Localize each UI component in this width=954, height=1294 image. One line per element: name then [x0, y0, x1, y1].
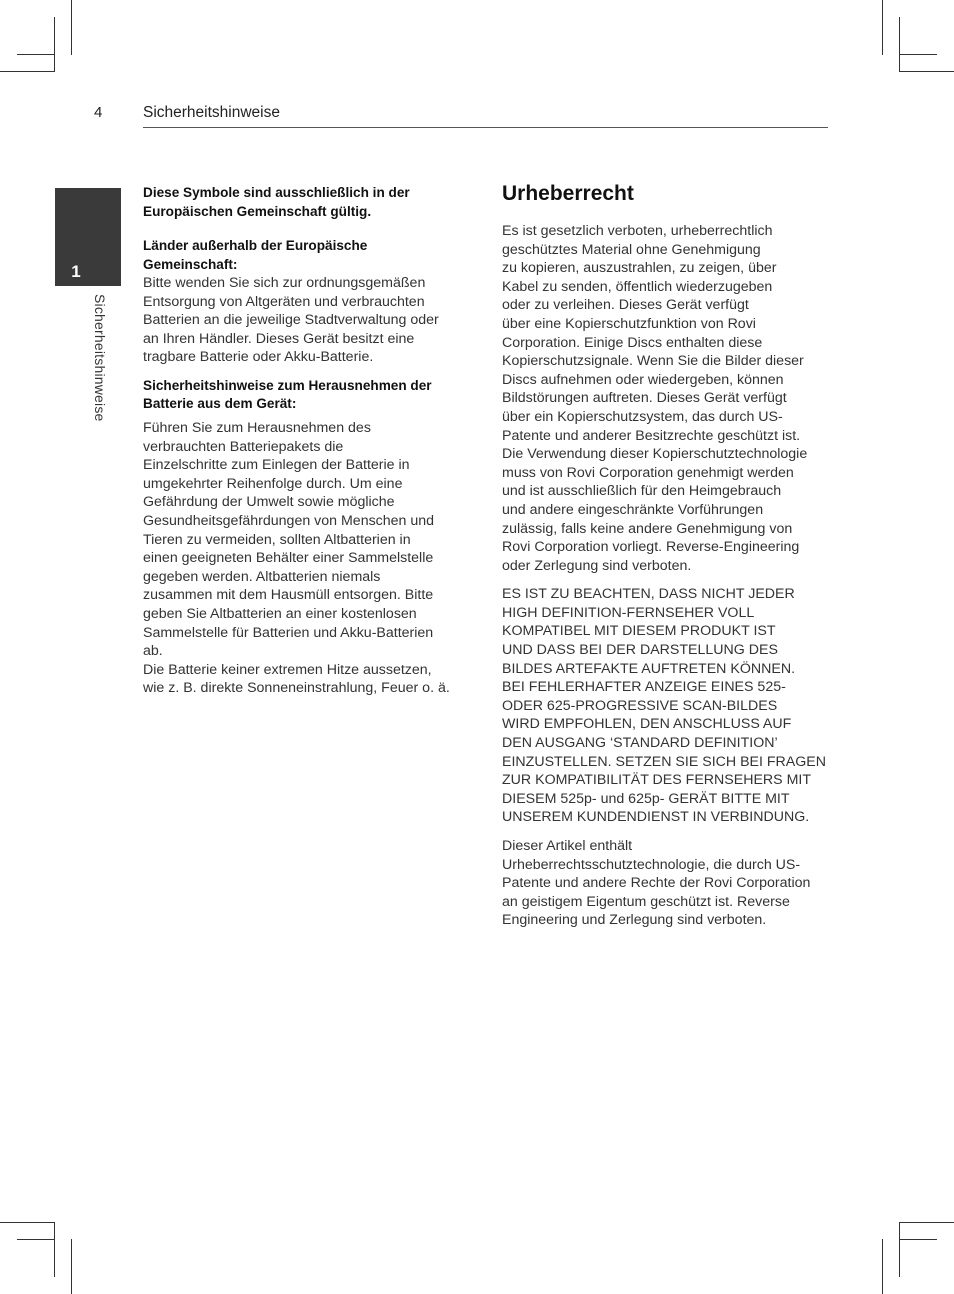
crop-mark [899, 1222, 954, 1223]
symbol-notice-heading: Diese Symbole sind ausschließlich in der Europäischen Gemeinschaft gültig. [143, 185, 410, 219]
battery-removal-text: Führen Sie zum Herausnehmen des verbrauchten Batteriepakets die Einzelschritte zum Einlegen der Batterie in umgekehrter Reihenfolge durch. Um eine Gefährdung der Umwelt sowie mögliche Gesundheitsgefährdungen von Menschen und Tieren zu vermeiden, sollten Altbatterien in einen geeigneten Behälter einer Sammelstelle gegeben werden. Altbatterien niemals zusammen mit dem Hausmüll entsorgen. Bitte geben Sie Altbatterien an einer kostenlosen Sammelstelle für Batterien und Akku-Batterien ab. Die Batterie keiner extremen Hitze aussetzen, wie z. B. direkte Sonneneinstrahlung, Feuer o. ä. [143, 419, 450, 697]
header-rule [143, 127, 828, 128]
crop-mark [899, 1239, 937, 1240]
crop-mark [882, 1239, 883, 1294]
crop-mark [71, 1239, 72, 1294]
crop-mark [54, 1222, 55, 1277]
page-number: 4 [94, 104, 103, 121]
crop-mark [54, 17, 55, 72]
crop-mark [882, 0, 883, 55]
running-title: Sicherheitshinweise [143, 104, 280, 121]
crop-mark [899, 1222, 900, 1277]
crop-mark [0, 1222, 55, 1223]
chapter-tab [55, 188, 121, 286]
crop-mark [71, 0, 72, 55]
section-title: Urheberrecht [502, 182, 634, 205]
crop-mark [899, 17, 900, 72]
crop-mark [899, 71, 954, 72]
hdtv-notice-paragraph: ES IST ZU BEACHTEN, DASS NICHT JEDER HIGH DEFINITION-FERNSEHER VOLL KOMPATIBEL MIT DIESEM PRODUKT IST UND DASS BEI DER DARSTELLUNG DES BILDES ARTEFAKTE AUFTRETEN KÖNNEN. BEI FEHLERHAFTER ANZEIGE EINES 525- ODER 625-PROGRESSIVE SCAN-BILDES WIRD EMPFOHLEN, DEN ANSCHLUSS AUF DEN AUSGANG ‘STANDARD DEFINITION’ EINZUSTELLEN. SETZEN SIE SICH BEI FRAGEN ZUR KOMPATIBILITÄT DES FERNSEHERS MIT DIESEM 525p- und 625p- GERÄT BITTE MIT UNSEREM KUNDENDIENST IN VERBINDUNG. [502, 586, 827, 826]
rovi-notice-paragraph: Dieser Artikel enthält Urheberrechtsschutztechnologie, die durch US- Patente und andere Rechte der Rovi Corporation an geistigem Eigentum geschützt ist. Reverse Engineering und Zerlegung sind verboten. [502, 838, 811, 929]
non-eu-text: Bitte wenden Sie sich zur ordnungsgemäßen Entsorgung von Altgeräten und verbrauchten Batterien an die jeweilige Stadtverwaltung oder an Ihren Händler. Dieses Gerät besitzt eine tragbare Batterie oder Akku-Batterie. [143, 275, 439, 366]
battery-removal-heading: Sicherheitshinweise zum Herausnehmen der Batterie aus dem Gerät: [143, 377, 432, 412]
crop-mark [899, 54, 937, 55]
crop-mark [0, 71, 55, 72]
crop-mark [17, 1239, 55, 1240]
copyright-paragraph: Es ist gesetzlich verboten, urheberrechtlich geschütztes Material ohne Genehmigung zu kopieren, auszustrahlen, zu zeigen, über Kabel zu senden, öffentlich wiederzugeben oder zu verleihen. Dieses Gerät verfügt über eine Kopierschutzfunktion von Rovi Corporation. Einige Discs enthalten diese Kopierschutzsignale. Wenn Sie die Bilder dieser Discs aufnehmen oder wiedergeben, können Bildstörungen auftreten. Dieses Gerät verfügt über ein Kopierschutzsystem, das durch US- Patente und anderer Besitzrechte geschützt ist. Die Verwendung dieser Kopierschutztechnologie muss von Rovi Corporation genehmigt werden und ist ausschließlich für den Heimgebrauch und andere eingeschränkte Vorführungen zulässig, falls keine andere Genehmigung von Rovi Corporation vorliegt. Reverse-Engineering oder Zerlegung sind verboten. [502, 223, 808, 574]
non-eu-heading: Länder außerhalb der Europäische Gemeinschaft: [143, 238, 368, 272]
chapter-number: 1 [71, 262, 81, 281]
right-column [502, 180, 832, 930]
chapter-side-label: Sicherheitshinweise [92, 294, 108, 422]
crop-mark [17, 54, 55, 55]
left-column [143, 184, 473, 698]
